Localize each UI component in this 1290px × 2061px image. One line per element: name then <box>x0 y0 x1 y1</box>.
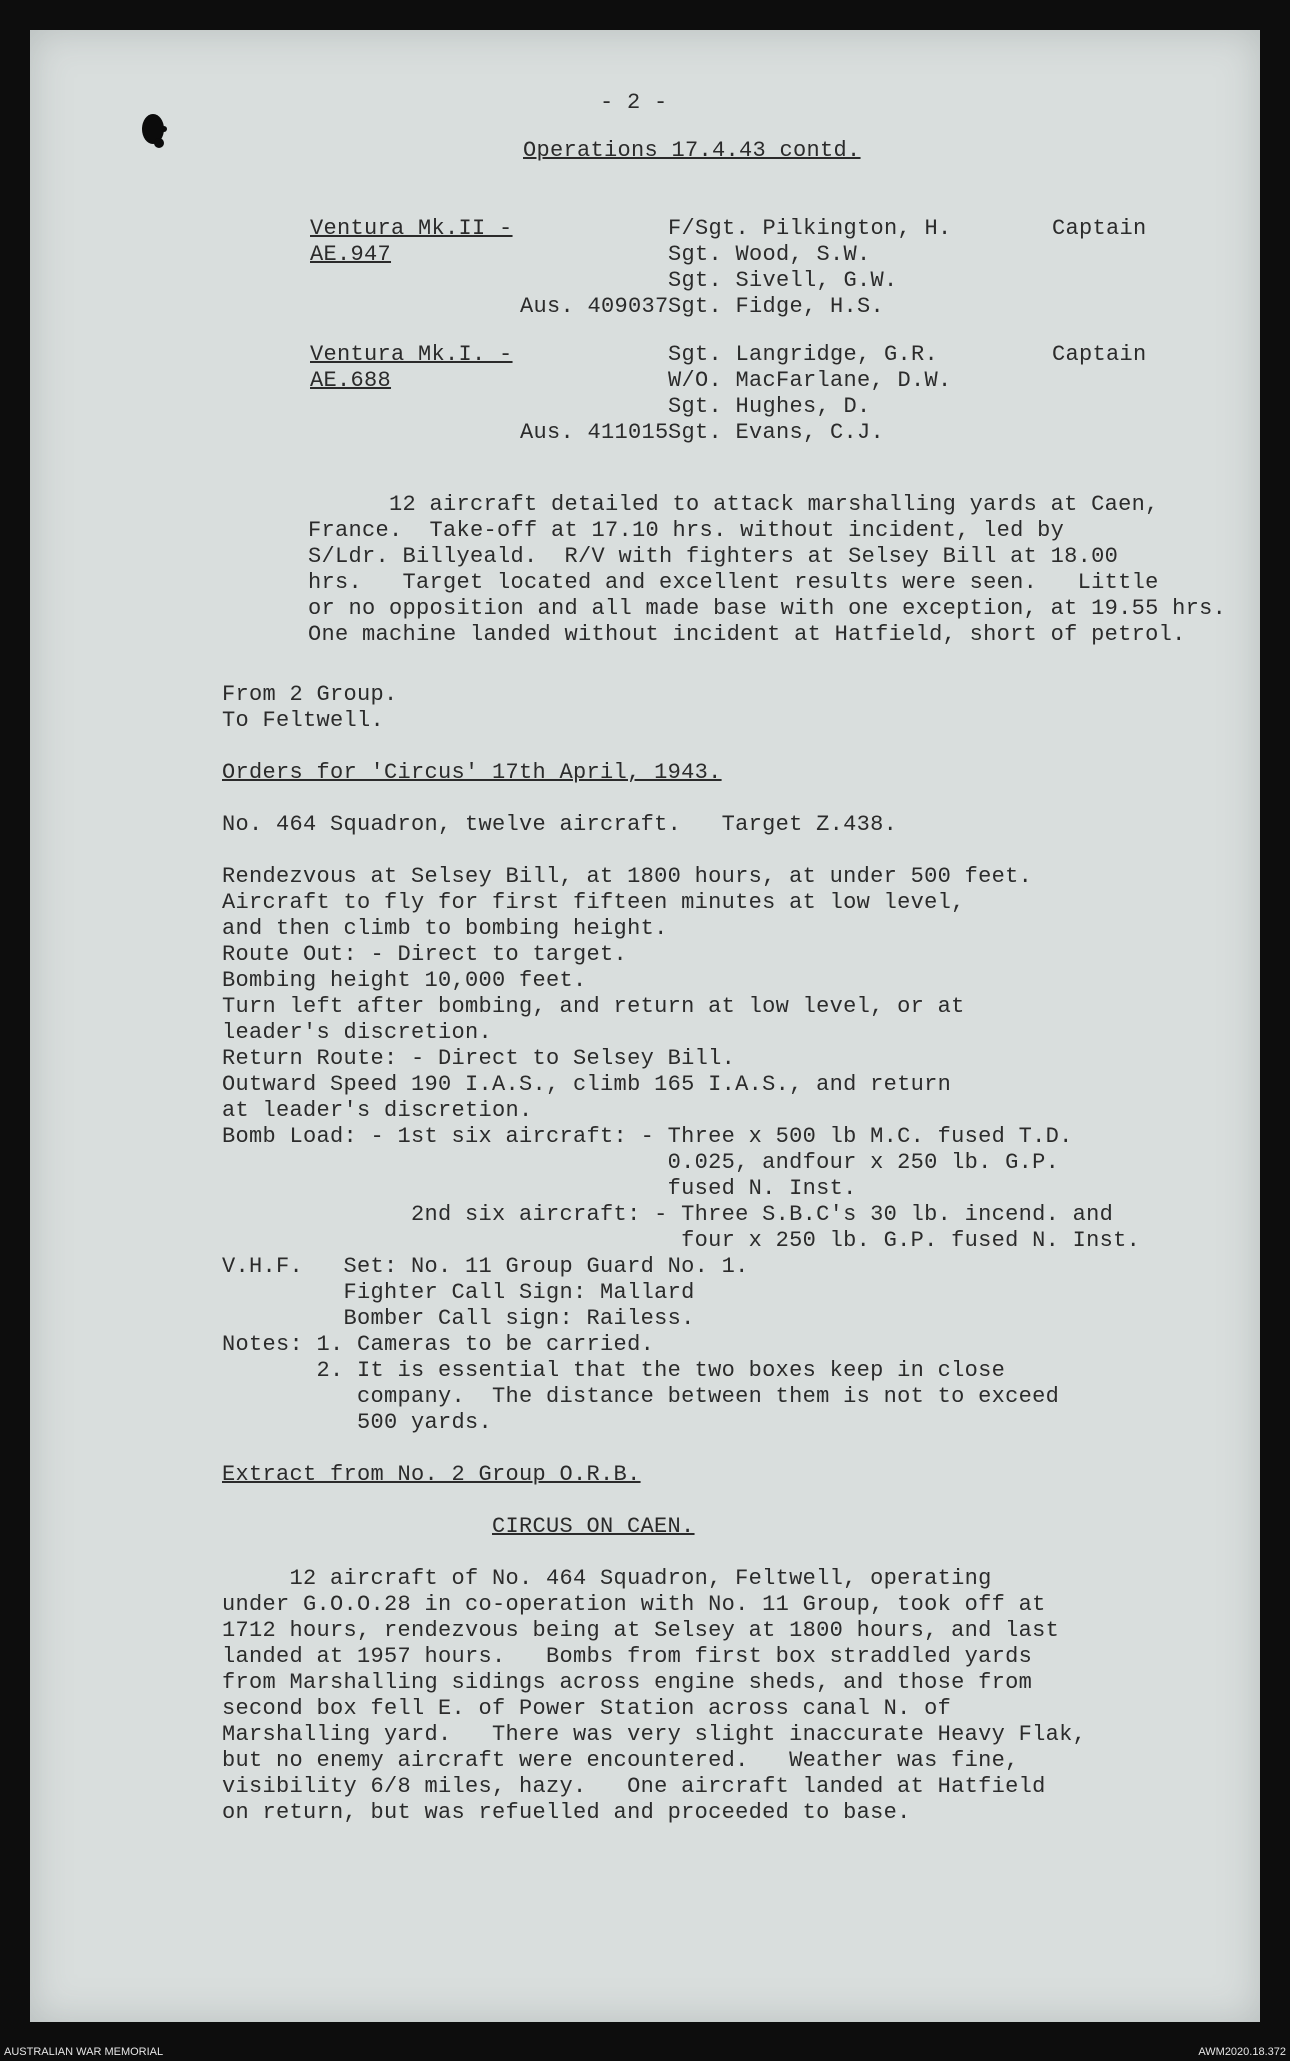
orders-heading: Orders for 'Circus' 17th April, 1943. <box>222 760 722 785</box>
text-line: Bomb Load: - 1st six aircraft: - Three x 500 lb M.C. fused T.D. <box>222 1124 1073 1149</box>
circus-heading: CIRCUS ON CAEN. <box>492 1514 695 1539</box>
text-line: but no enemy aircraft were encountered. Weather was fine, <box>222 1748 1019 1773</box>
text-line: Return Route: - Direct to Selsey Bill. <box>222 1046 736 1071</box>
crew-member: Sgt. Sivell, G.W. <box>668 268 898 293</box>
text-line: S/Ldr. Billyeald. R/V with fighters at Selsey Bill at 18.00 <box>308 544 1119 569</box>
footer-left-caption: AUSTRALIAN WAR MEMORIAL <box>4 2046 164 2058</box>
crew-role: Captain <box>1052 216 1147 241</box>
text-line: landed at 1957 hours. Bombs from first box straddled yards <box>222 1644 1033 1669</box>
text-line: Bomber Call sign: Railess. <box>222 1306 695 1331</box>
page-number: - 2 - <box>600 90 668 115</box>
text-line: company. The distance between them is not to exceed <box>222 1384 1060 1409</box>
text-line: 0.025, andfour x 250 lb. G.P. <box>222 1150 1060 1175</box>
aircraft-serial: AE.688 <box>310 368 392 393</box>
text-line: and then climb to bombing height. <box>222 916 668 941</box>
document-page <box>30 30 1260 2022</box>
crew-member: W/O. MacFarlane, D.W. <box>668 368 952 393</box>
text-line: 12 aircraft detailed to attack marshalling yards at Caen, <box>308 492 1159 517</box>
ink-blot <box>154 138 164 148</box>
text-line: 12 aircraft of No. 464 Squadron, Feltwell, operating <box>222 1566 992 1591</box>
text-line: or no opposition and all made base with one exception, at 19.55 hrs. <box>308 596 1227 621</box>
text-line: One machine landed without incident at Hatfield, short of petrol. <box>308 622 1186 647</box>
text-line: 2. It is essential that the two boxes keep in close <box>222 1358 1006 1383</box>
text-line: leader's discretion. <box>222 1020 493 1045</box>
text-line: V.H.F. Set: No. 11 Group Guard No. 1. <box>222 1254 749 1279</box>
crew-role: Captain <box>1052 342 1147 367</box>
text-line: fused N. Inst. <box>222 1176 857 1201</box>
text-line: Turn left after bombing, and return at low level, or at <box>222 994 965 1019</box>
from-line: From 2 Group. <box>222 682 398 707</box>
text-line: Outward Speed 190 I.A.S., climb 165 I.A.S., and return <box>222 1072 952 1097</box>
crew-member: Sgt. Evans, C.J. <box>668 420 885 445</box>
aircraft-type: Ventura Mk.I. - <box>310 342 513 367</box>
service-number: Aus. 409037 <box>520 294 669 319</box>
extract-heading: Extract from No. 2 Group O.R.B. <box>222 1462 641 1487</box>
text-line: Notes: 1. Cameras to be carried. <box>222 1332 655 1357</box>
text-line: on return, but was refuelled and proceeded to base. <box>222 1800 911 1825</box>
footer-right-caption: AWM2020.18.372 <box>1198 2046 1286 2058</box>
text-line: France. Take-off at 17.10 hrs. without incident, led by <box>308 518 1065 543</box>
crew-member: Sgt. Langridge, G.R. <box>668 342 939 367</box>
text-line: hrs. Target located and excellent results were seen. Little <box>308 570 1159 595</box>
aircraft-serial: AE.947 <box>310 242 392 267</box>
text-line: second box fell E. of Power Station across canal N. of <box>222 1696 952 1721</box>
to-line: To Feltwell. <box>222 708 385 733</box>
crew-member: Sgt. Hughes, D. <box>668 394 871 419</box>
text-line: under G.O.O.28 in co-operation with No. 11 Group, took off at <box>222 1592 1046 1617</box>
text-line: visibility 6/8 miles, hazy. One aircraft landed at Hatfield <box>222 1774 1046 1799</box>
crew-member: Sgt. Fidge, H.S. <box>668 294 885 319</box>
text-line: Marshalling yard. There was very slight inaccurate Heavy Flak, <box>222 1722 1087 1747</box>
aircraft-type: Ventura Mk.II - <box>310 216 513 241</box>
ink-blot <box>161 126 167 132</box>
text-line: at leader's discretion. <box>222 1098 533 1123</box>
crew-member: Sgt. Wood, S.W. <box>668 242 871 267</box>
text-line: from Marshalling sidings across engine sheds, and those from <box>222 1670 1033 1695</box>
text-line: 500 yards. <box>222 1410 493 1435</box>
crew-member: F/Sgt. Pilkington, H. <box>668 216 952 241</box>
text-line: Aircraft to fly for first fifteen minutes at low level, <box>222 890 965 915</box>
text-line: four x 250 lb. G.P. fused N. Inst. <box>222 1228 1141 1253</box>
text-line: Route Out: - Direct to target. <box>222 942 628 967</box>
service-number: Aus. 411015 <box>520 420 669 445</box>
text-line: Rendezvous at Selsey Bill, at 1800 hours, at under 500 feet. <box>222 864 1033 889</box>
text-line: 1712 hours, rendezvous being at Selsey at 1800 hours, and last <box>222 1618 1060 1643</box>
text-line: Bombing height 10,000 feet. <box>222 968 587 993</box>
text-line: Fighter Call Sign: Mallard <box>222 1280 695 1305</box>
text-line: 2nd six aircraft: - Three S.B.C's 30 lb. incend. and <box>222 1202 1114 1227</box>
orders-squadron: No. 464 Squadron, twelve aircraft. Target Z.438. <box>222 812 898 837</box>
page-heading: Operations 17.4.43 contd. <box>523 138 861 163</box>
